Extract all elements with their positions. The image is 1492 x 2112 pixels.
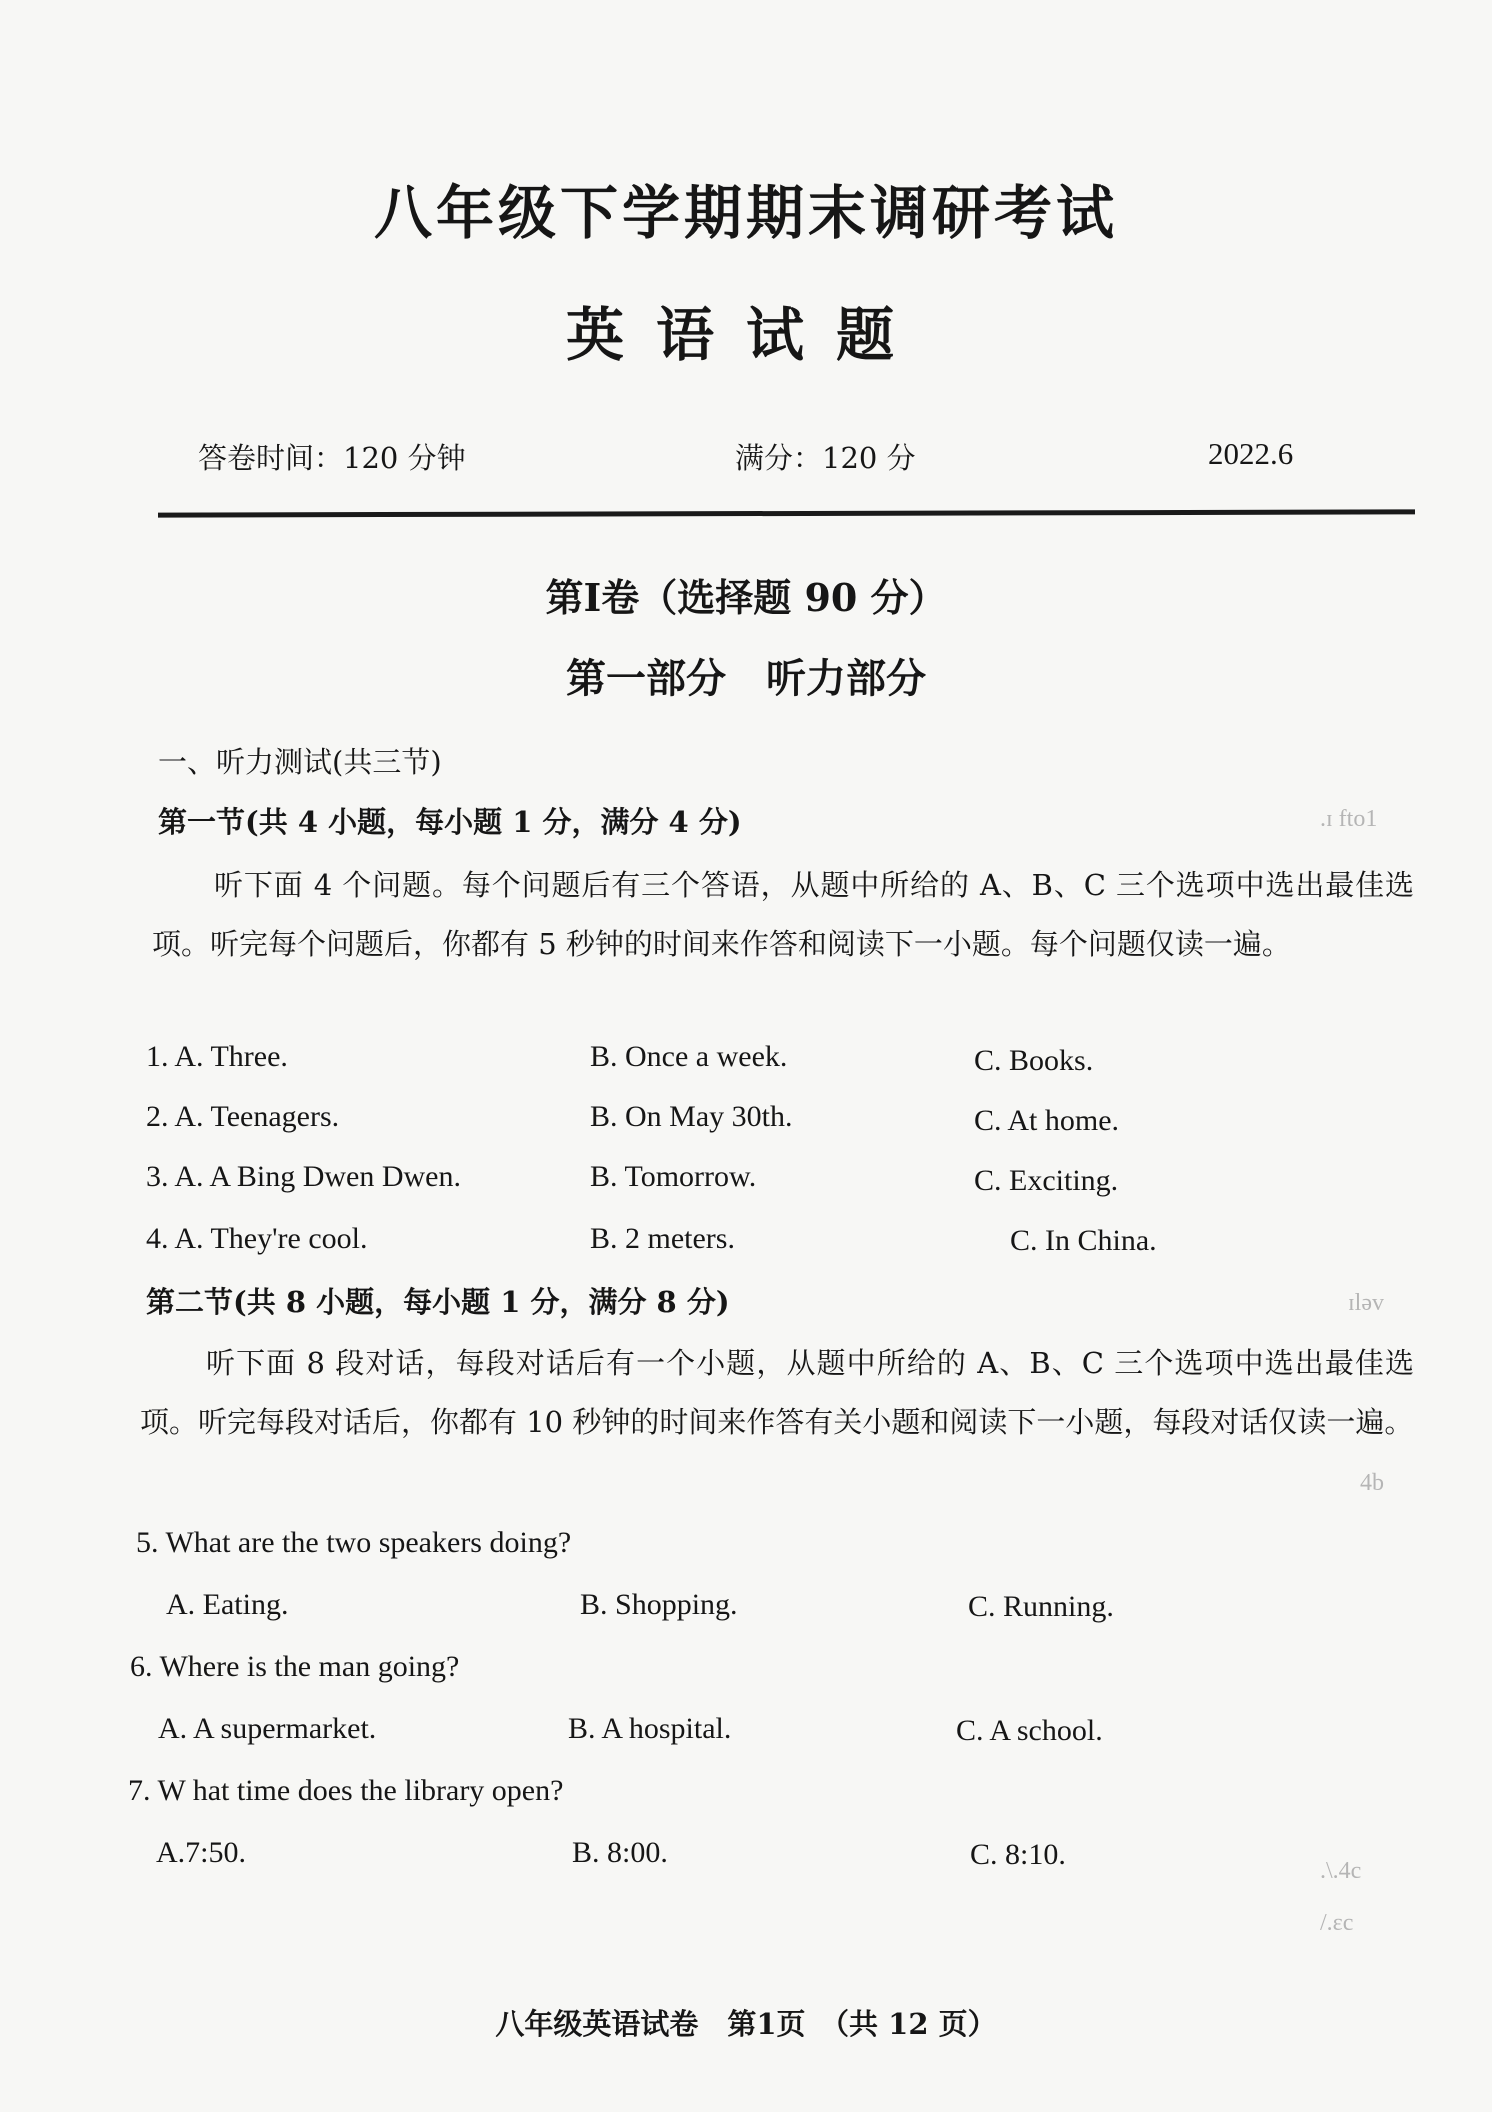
q6-option-b: B. A hospital. xyxy=(568,1712,732,1745)
q7-option-c: C. 8:10. xyxy=(970,1838,1066,1871)
q6-option-a: A. A supermarket. xyxy=(158,1712,377,1745)
exam-title: 八年级下学期期末调研考试 xyxy=(373,179,1118,247)
q6-stem: 6. Where is the man going? xyxy=(130,1650,460,1683)
q4-option-c: C. In China. xyxy=(1010,1224,1157,1257)
q5-option-c: C. Running. xyxy=(968,1590,1114,1623)
q4-option-a: 4. A. They're cool. xyxy=(146,1222,368,1255)
q2-option-c: C. At home. xyxy=(974,1104,1120,1137)
q1-option-b: B. Once a week. xyxy=(590,1040,788,1073)
section1-heading: 第一节(共 4 小题，每小题 1 分，满分 4 分) xyxy=(158,805,742,839)
q3-option-b: B. Tomorrow. xyxy=(590,1160,757,1193)
part-heading: 第一部分 听力部分 xyxy=(566,655,926,702)
section2-heading: 第二节(共 8 小题，每小题 1 分，满分 8 分) xyxy=(146,1285,730,1319)
page-footer: 八年级英语试卷 第1页 （共 12 页） xyxy=(495,2007,997,2041)
bleed-through-mark: 4b xyxy=(1360,1470,1384,1496)
q5-stem: 5. What are the two speakers doing? xyxy=(136,1526,572,1559)
q6-option-c: C. A school. xyxy=(956,1714,1103,1747)
bleed-through-mark: ɪləv xyxy=(1348,1290,1384,1316)
section2-instruction: 听下面 8 段对话，每段对话后有一个小题，从题中所给的 A、B、C 三个选项中选出最佳选项。听完每段对话后，你都有 10 秒钟的时间来作答有关小题和阅读下一小题，每段对话仅读一遍。 xyxy=(140,1346,1414,1439)
q2-option-a: 2. A. Teenagers. xyxy=(146,1100,340,1133)
section-main-heading: 一、听力测试(共三节) xyxy=(158,745,442,779)
header-divider xyxy=(158,509,1415,517)
q5-option-b: B. Shopping. xyxy=(580,1588,738,1621)
q5-option-a: A. Eating. xyxy=(166,1588,289,1621)
q7-option-b: B. 8:00. xyxy=(572,1836,668,1869)
exam-date: 2022.6 xyxy=(1208,436,1294,471)
q3-option-a: 3. A. A Bing Dwen Dwen. xyxy=(146,1160,461,1193)
bleed-through-mark: .\.4c xyxy=(1320,1858,1362,1884)
exam-subtitle: 英语试题 xyxy=(565,301,926,369)
volume-heading: 第Ⅰ卷（选择题 90 分） xyxy=(545,575,947,620)
q4-option-b: B. 2 meters. xyxy=(590,1222,735,1255)
q1-option-a: 1. A. Three. xyxy=(146,1040,288,1073)
exam-full-score: 满分：120 分 xyxy=(735,441,916,475)
bleed-through-mark: .ɪ fto1 xyxy=(1320,806,1378,832)
q3-option-c: C. Exciting. xyxy=(974,1164,1119,1197)
q7-stem: 7. W hat time does the library open? xyxy=(128,1774,564,1807)
q2-option-b: B. On May 30th. xyxy=(590,1100,793,1133)
exam-time: 答卷时间：120 分钟 xyxy=(198,441,466,475)
bleed-through-mark: /.ɛc xyxy=(1320,1910,1354,1936)
q1-option-c: C. Books. xyxy=(974,1044,1094,1077)
section1-instruction: 听下面 4 个问题。每个问题后有三个答语，从题中所给的 A、B、C 三个选项中选出最佳选项。听完每个问题后，你都有 5 秒钟的时间来作答和阅读下一小题。每个问题仅读一遍。 xyxy=(152,868,1414,961)
q7-option-a: A.7:50. xyxy=(156,1836,246,1869)
